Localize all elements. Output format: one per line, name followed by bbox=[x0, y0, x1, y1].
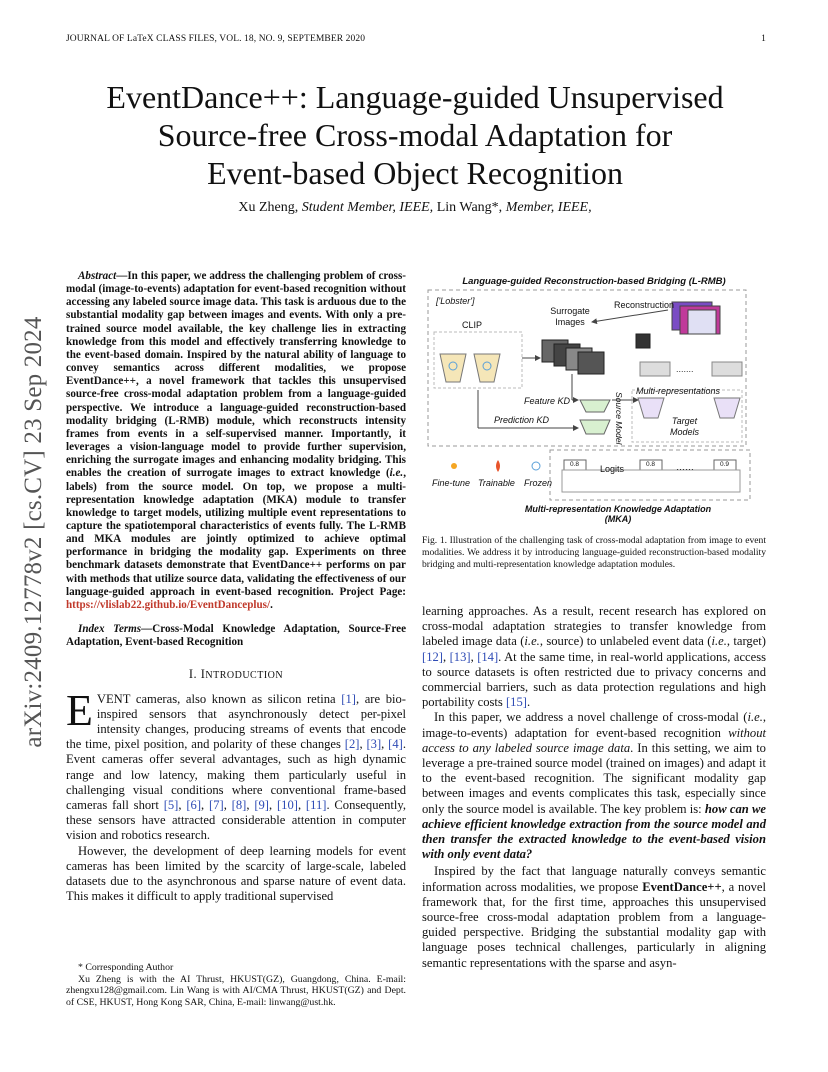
target-encoder-shape bbox=[638, 398, 664, 418]
frames-ellipsis: ....... bbox=[676, 364, 694, 374]
citation[interactable]: [7] bbox=[209, 798, 224, 812]
fine-tune-icon bbox=[451, 463, 457, 469]
title-line: Source-free Cross-modal Adaptation for bbox=[157, 117, 673, 153]
feature-kd-label: Feature KD bbox=[524, 396, 571, 406]
body-paragraph bbox=[422, 864, 766, 970]
footnote-text: Xu Zheng is with the AI Thrust, HKUST(GZ), Guangdong, China. E-mail: zhengxu128@gmail.com. Lin Wang is with AI/CMA Thrust, HKUST(GZ) and Dept. of CSE, HKUST, Hong Kong SAR, China, E-mail: linwang@ust.hk. bbox=[66, 973, 406, 1008]
page-number: 1 bbox=[761, 34, 766, 44]
author-role: Student Member, IEEE, bbox=[301, 200, 434, 215]
index-terms bbox=[66, 623, 406, 649]
text: , bbox=[359, 737, 367, 752]
text: , bbox=[381, 737, 389, 752]
multi-rep-label: Multi-representations bbox=[636, 386, 721, 396]
running-header bbox=[66, 34, 766, 44]
citation[interactable]: [1] bbox=[341, 691, 356, 706]
citation[interactable]: [8] bbox=[231, 798, 247, 812]
body-paragraph bbox=[422, 710, 766, 862]
text: , target) bbox=[726, 634, 766, 649]
clip-label: CLIP bbox=[462, 320, 483, 330]
citation[interactable]: [4] bbox=[388, 737, 403, 752]
logit-value: 0.8 bbox=[646, 461, 656, 468]
citation[interactable]: [6] bbox=[186, 798, 202, 812]
text: , bbox=[223, 798, 232, 812]
abstract bbox=[66, 270, 406, 612]
surrogate-label-line: Images bbox=[555, 317, 585, 327]
legend-frozen: Frozen bbox=[524, 478, 553, 488]
footnote bbox=[66, 962, 406, 1008]
paper-title bbox=[60, 78, 770, 192]
author-role: Member, IEEE, bbox=[505, 200, 592, 215]
figure-1 bbox=[422, 270, 766, 526]
surrogate-label-line: Surrogate bbox=[550, 306, 590, 316]
figure-diagram bbox=[422, 270, 766, 526]
author-name: Lin Wang*, bbox=[433, 200, 506, 215]
text: , bbox=[178, 798, 187, 812]
target-label-line: Target bbox=[671, 416, 698, 426]
footnote-star: * Corresponding Author bbox=[78, 962, 174, 973]
section-heading bbox=[66, 667, 406, 683]
author-line bbox=[60, 200, 770, 216]
frozen-icon bbox=[532, 462, 540, 470]
abstract-text: , labels) from the source model. On top, we propose a multi-representation knowledge adaptation (MKA) module to transfer knowledge to target models, utilizing multiple event representations to capture the spatiotemporal characteristics of events fully. The L-RMB and MKA modules are jointly optimized to achieve optimal performance in bridging the modality gap. Experiments on three benchmark datasets demonstrate that EventDance++ performs on par with methods that utilize source data, validating the effectiveness of our language-guided approach in event-based recognition. Project Page: bbox=[66, 467, 406, 598]
target-encoder-shape bbox=[714, 398, 740, 418]
prompt-label: ['Lobster'] bbox=[436, 296, 475, 306]
text: In this paper, we address a novel challenge of cross-modal ( bbox=[434, 710, 748, 725]
text: i.e. bbox=[747, 710, 763, 725]
source-model-label: Source Model bbox=[614, 392, 624, 445]
method-name: EventDance++ bbox=[642, 879, 722, 894]
text: learning approaches. As a result, recent research has explored on cross-modal adaptation strategies to transfer knowledge from labeled image data ( bbox=[422, 604, 766, 649]
arxiv-identifier[interactable]: arXiv:2409.12778v2 [cs.CV] 23 Sep 2024 bbox=[20, 316, 47, 748]
abstract-text: —In this paper, we address the challenging problem of cross-modal (image-to-events) adaptation for event-based recognition without accessing any labeled source image data. This task is arduous due to the substantial modality gap between images and events. With only a pre-trained source model available, the key challenge lies in extracting knowledge from this model and effectively transferring knowledge to the event-based domain. Inspired by the natural ability of language to convey semantics across different modalities, we propose EventDance++, a novel framework that tackles this unsupervised source-free cross-modal adaptation problem from a language-guided perspective. We introduce a language-guided reconstruction-based modality bridging (L-RMB) module, which reconstructs intensity frames from events in a self-supervised manner. Importantly, it leverages a vision-language model to provide further supervision, enriching the surrogate images and enhancing modality bridging. This enables the creation of surrogate images to extract knowledge ( bbox=[66, 270, 406, 480]
text: Inspired by the fact that language naturally conveys semantic information across modalities, we propose bbox=[422, 864, 766, 894]
section-number: I. bbox=[188, 667, 201, 682]
clip-encoder-shape bbox=[440, 354, 466, 382]
abstract-label: Abstract bbox=[78, 270, 117, 282]
project-page-link[interactable]: https://vlislab22.github.io/EventDanceplus/ bbox=[66, 598, 271, 611]
section-title: NTRODUCTION bbox=[205, 670, 284, 682]
source-model-prediction bbox=[580, 420, 610, 434]
abstract-ie: i.e. bbox=[389, 467, 404, 480]
logits-label: Logits bbox=[600, 464, 625, 474]
citation[interactable]: [5] bbox=[163, 798, 179, 812]
index-terms-text: —Cross-Modal Knowledge Adaptation, Source-Free Adaptation, Event-based Recognition bbox=[66, 623, 406, 649]
body-paragraph bbox=[422, 604, 766, 710]
legend-trainable: Trainable bbox=[478, 478, 515, 488]
citation[interactable]: [14] bbox=[477, 649, 499, 664]
citation[interactable]: [9] bbox=[254, 798, 269, 812]
figure-title: Language-guided Reconstruction-based Bridging (L-RMB) bbox=[462, 276, 726, 287]
text: . Event cameras offer several advantages, such as high dynamic range and low latency, making them particularly useful in challenging visual conditions where conventional frame-based cameras fall short bbox=[66, 737, 406, 812]
text: . Consequently, these sensors have attracted considerable attention in computer vision and robotics research. bbox=[66, 798, 406, 843]
text: i.e. bbox=[711, 634, 727, 649]
text: , are bio-inspired sensors that asynchronously detect per-pixel intensity changes, producing streams of events that encode the time, pixel position, and polarity of these changes bbox=[66, 691, 406, 752]
arxiv-stamp bbox=[14, 292, 54, 772]
trainable-icon bbox=[496, 460, 500, 472]
text: , bbox=[297, 798, 306, 812]
text: , source) to unlabeled event data ( bbox=[539, 634, 712, 649]
text: . At the same time, in real-world applications, access to source datasets is often restricted due to privacy concerns and commercial barriers, such as data protection regulations and high portability costs bbox=[422, 649, 767, 710]
section-title-cap: I bbox=[200, 667, 206, 682]
text: . bbox=[526, 695, 531, 710]
text: , bbox=[269, 798, 277, 812]
citation[interactable]: [13] bbox=[449, 649, 471, 664]
logits-strip bbox=[562, 470, 740, 492]
clip-encoder-shape bbox=[474, 354, 500, 382]
text: without access to any labeled source image data bbox=[422, 725, 766, 755]
key-question: how can we achieve efficient knowledge extraction from the source model and then transfer the extracted knowledge to the event-based vision with only event data? bbox=[422, 801, 766, 862]
intro-paragraph bbox=[66, 685, 406, 844]
citation[interactable]: [3] bbox=[366, 737, 382, 752]
text: VENT cameras, also known as silicon retina bbox=[96, 691, 342, 706]
index-terms-label: Index Terms bbox=[78, 623, 142, 636]
drop-cap: E bbox=[66, 685, 93, 735]
surrogate-images bbox=[542, 340, 604, 374]
reconstruction-arrow bbox=[592, 310, 668, 322]
legend-fine-tune: Fine-tune bbox=[432, 478, 471, 488]
mka-label: Multi-representation Knowledge Adaptation (MKA) bbox=[524, 504, 712, 524]
text: , image-to-events) adaptation for event-based recognition bbox=[422, 710, 766, 740]
title-line: EventDance++: Language-guided Unsupervised bbox=[106, 79, 724, 115]
prediction-kd-label: Prediction KD bbox=[494, 415, 550, 425]
reconstruction-label: Reconstruction bbox=[614, 300, 675, 310]
intro-paragraph: However, the development of deep learning models for event cameras has been limited by the scarcity of large-scale, labeled datasets due to the asynchronous and sparse nature of event data. This makes it difficult to apply traditional supervised bbox=[66, 843, 406, 904]
right-column-text bbox=[422, 604, 766, 973]
source-model-feature bbox=[580, 400, 610, 412]
citation[interactable]: [11] bbox=[305, 798, 327, 812]
target-label-line: Models bbox=[670, 427, 700, 437]
logits-ellipsis: …… bbox=[676, 462, 694, 472]
text: , bbox=[201, 798, 209, 812]
abstract-end: . bbox=[270, 598, 273, 611]
title-line: Event-based Object Recognition bbox=[207, 155, 623, 191]
text: , a novel framework that, for the first time, approaches this unsupervised source-free cross-modal adaptation problem from a language-guided perspective. Bridging the substantial modality gap with language poses technical challenges, particularly in aligning semantic representations with the sparse and asyn- bbox=[422, 879, 767, 970]
citation[interactable]: [10] bbox=[276, 798, 298, 812]
figure-caption: Fig. 1. Illustration of the challenging task of cross-modal adaptation from image to event modalities. We address it by introducing language-guided reconstruction-based modality bridging and multi-representation knowledge adaptation modules. bbox=[422, 535, 766, 570]
citation[interactable]: [2] bbox=[344, 737, 360, 752]
text: i.e. bbox=[524, 634, 540, 649]
citation[interactable]: [12] bbox=[422, 649, 443, 664]
surrogate-label bbox=[548, 306, 592, 328]
text: , bbox=[470, 649, 478, 664]
text: , bbox=[442, 649, 450, 664]
logit-value: 0.9 bbox=[720, 461, 730, 468]
text: . In this setting, we aim to leverage a pre-trained source model (trained on images) and adapt it to the event-based recognition. The significant modality gap between images and events complicates this task, especially since only the source model is available. The key problem is: bbox=[422, 740, 766, 816]
journal-name: JOURNAL OF LaTeX CLASS FILES, VOL. 18, NO. 9, SEPTEMBER 2020 bbox=[66, 34, 366, 44]
text: , bbox=[246, 798, 255, 812]
logit-value: 0.8 bbox=[570, 461, 580, 468]
author-name: Xu Zheng, bbox=[238, 200, 302, 215]
left-column bbox=[66, 270, 406, 906]
citation[interactable]: [15] bbox=[505, 695, 527, 710]
target-models-label bbox=[670, 416, 699, 438]
